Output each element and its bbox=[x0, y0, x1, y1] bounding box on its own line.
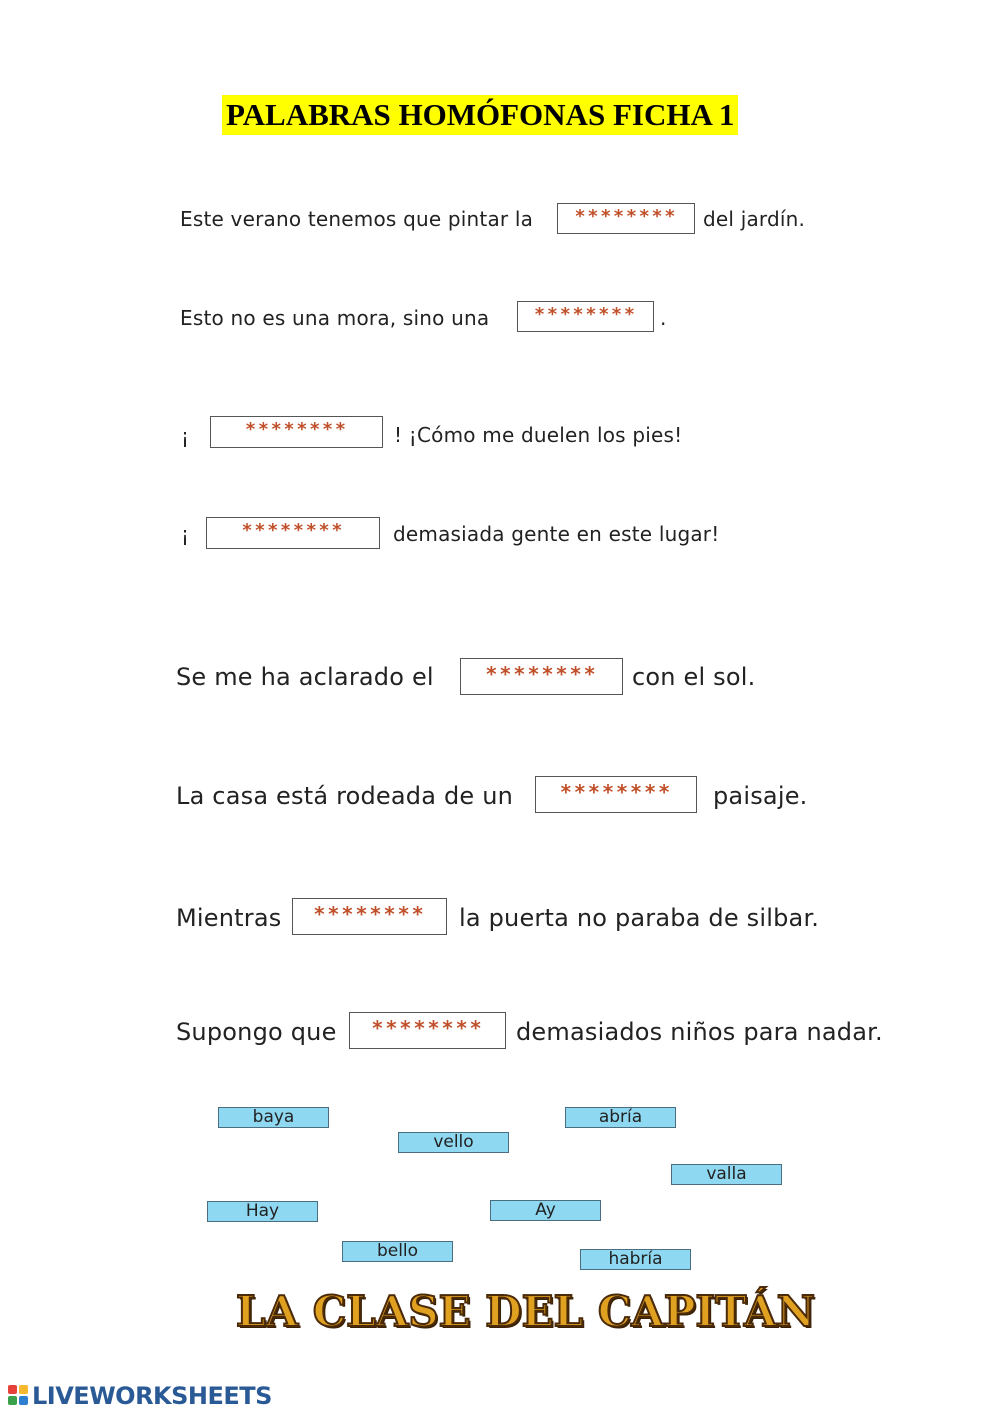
sentence-3-after: ! ¡Cómo me duelen los pies! bbox=[394, 423, 683, 447]
word-chip-vello[interactable]: vello bbox=[398, 1132, 509, 1153]
sentence-7-after: la puerta no paraba de silbar. bbox=[459, 904, 820, 932]
answer-blank-2[interactable]: ******** bbox=[517, 301, 654, 332]
word-chip-bello[interactable]: bello bbox=[342, 1241, 453, 1262]
sentence-5-after: con el sol. bbox=[632, 663, 756, 691]
answer-blank-5[interactable]: ******** bbox=[460, 658, 623, 695]
answer-blank-4[interactable]: ******** bbox=[206, 517, 380, 549]
sentence-1-before: Este verano tenemos que pintar la bbox=[180, 207, 534, 231]
sentence-4-before: ¡ bbox=[181, 522, 190, 546]
sentence-8-before: Supongo que bbox=[176, 1018, 337, 1046]
sentence-7-before: Mientras bbox=[176, 904, 282, 932]
answer-blank-6[interactable]: ******** bbox=[535, 776, 697, 813]
word-chip-valla[interactable]: valla bbox=[671, 1164, 782, 1185]
word-chip-baya[interactable]: baya bbox=[218, 1107, 329, 1128]
answer-blank-7[interactable]: ******** bbox=[292, 898, 447, 935]
answer-blank-8[interactable]: ******** bbox=[349, 1012, 506, 1049]
liveworksheets-logo-text: LIVEWORKSHEETS bbox=[32, 1382, 272, 1410]
page-title: PALABRAS HOMÓFONAS FICHA 1 bbox=[222, 95, 738, 135]
sentence-8-after: demasiados niños para nadar. bbox=[516, 1018, 883, 1046]
liveworksheets-logo[interactable] bbox=[8, 1381, 272, 1411]
brand-banner: LA CLASE DEL CAPITÁN bbox=[236, 1287, 816, 1336]
sentence-5-before: Se me ha aclarado el bbox=[176, 663, 434, 691]
sentence-4-after: demasiada gente en este lugar! bbox=[393, 522, 720, 546]
sentence-2-before: Esto no es una mora, sino una bbox=[180, 306, 490, 330]
word-chip-ay[interactable]: Ay bbox=[490, 1200, 601, 1221]
sentence-6-after: paisaje. bbox=[713, 782, 808, 810]
liveworksheets-logo-icon bbox=[8, 1385, 30, 1407]
sentence-1-after: del jardín. bbox=[703, 207, 806, 231]
word-chip-abria[interactable]: abría bbox=[565, 1107, 676, 1128]
answer-blank-1[interactable]: ******** bbox=[557, 203, 695, 234]
answer-blank-3[interactable]: ******** bbox=[210, 416, 383, 448]
sentence-3-before: ¡ bbox=[181, 424, 190, 448]
word-chip-habria[interactable]: habría bbox=[580, 1249, 691, 1270]
word-chip-hay[interactable]: Hay bbox=[207, 1201, 318, 1222]
sentence-2-after: . bbox=[660, 306, 667, 330]
sentence-6-before: La casa está rodeada de un bbox=[176, 782, 514, 810]
